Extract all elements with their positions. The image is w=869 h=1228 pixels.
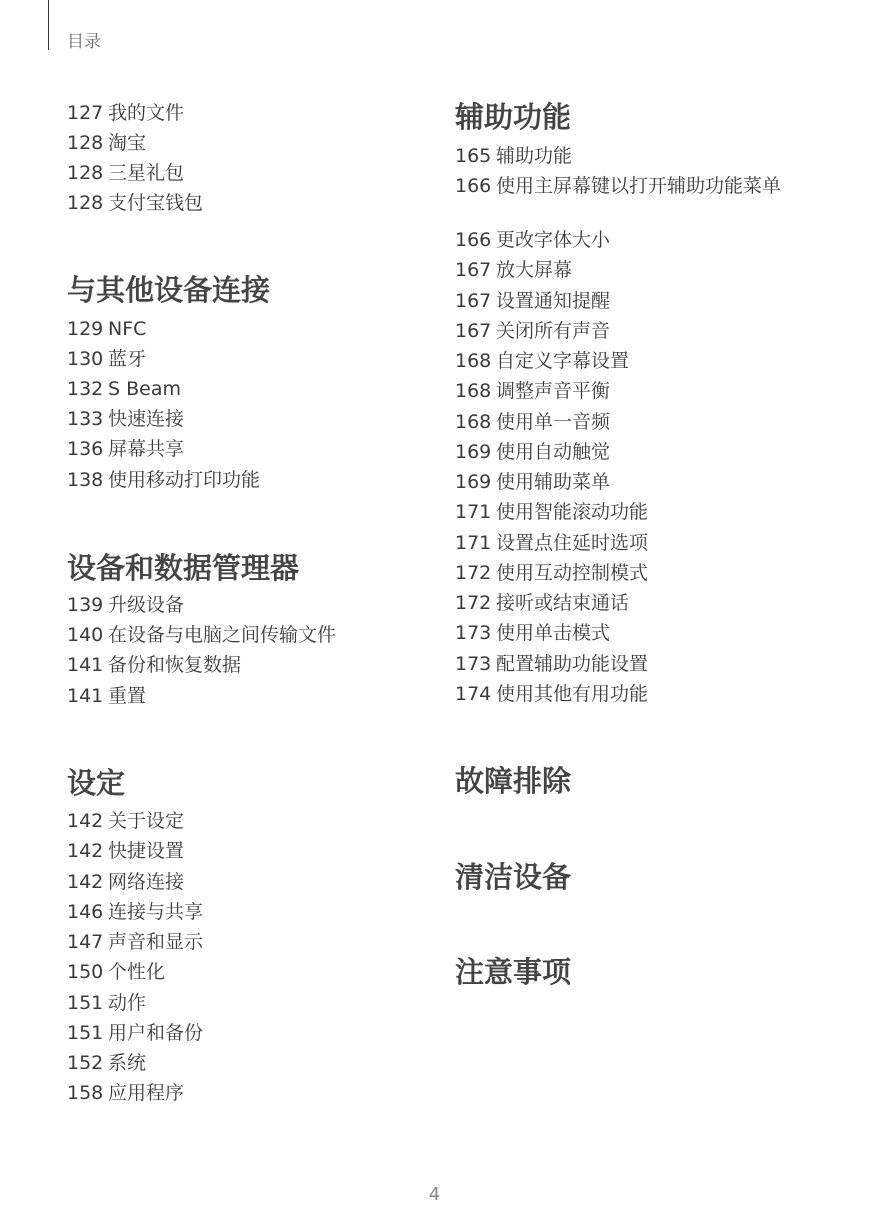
toc-entry[interactable]: [67, 960, 165, 984]
header-rule: [48, 0, 49, 50]
toc-page-number: 141: [67, 685, 104, 707]
toc-entry[interactable]: [455, 470, 610, 494]
toc-page-number: 172: [455, 562, 492, 584]
toc-page-number: 167: [455, 320, 492, 342]
toc-entry-title: 个性化: [108, 961, 166, 983]
toc-entry[interactable]: [455, 228, 610, 252]
toc-entry-title: 放大屏幕: [496, 259, 573, 281]
toc-entry[interactable]: [67, 191, 203, 215]
toc-entry[interactable]: [67, 347, 146, 371]
section-title[interactable]: 清洁设备: [455, 860, 572, 894]
toc-entry-title: 使用主屏幕键以打开辅助功能菜单: [496, 175, 782, 197]
toc-page-number: 142: [67, 840, 104, 862]
toc-entry[interactable]: [455, 258, 572, 282]
toc-entry-title: 声音和显示: [108, 931, 204, 953]
toc-entry[interactable]: [67, 684, 146, 708]
toc-page-number: 166: [455, 175, 492, 197]
toc-page-number: 132: [67, 378, 104, 400]
toc-entry[interactable]: [455, 289, 610, 313]
toc-entry[interactable]: [455, 379, 610, 403]
section-title[interactable]: 与其他设备连接: [67, 273, 271, 307]
toc-page-number: 140: [67, 624, 104, 646]
toc-entry-title: 应用程序: [108, 1082, 185, 1104]
toc-entry[interactable]: [455, 144, 572, 168]
section-title[interactable]: 设定: [67, 766, 126, 800]
toc-page-number: 147: [67, 931, 104, 953]
toc-page-number: 129: [67, 318, 104, 340]
toc-entry[interactable]: [455, 621, 610, 645]
toc-entry[interactable]: [455, 591, 629, 615]
toc-page-number: 146: [67, 901, 104, 923]
toc-entry-title: 淘宝: [108, 132, 147, 154]
toc-entry-title: 使用单击模式: [496, 622, 611, 644]
toc-page-number: 142: [67, 871, 104, 893]
toc-entry-title: 在设备与电脑之间传输文件: [108, 624, 337, 646]
toc-entry-title: 支付宝钱包: [108, 192, 204, 214]
toc-entry[interactable]: [67, 1021, 203, 1045]
toc-entry[interactable]: [67, 1081, 184, 1105]
toc-page-number: 171: [455, 501, 492, 523]
toc-entry[interactable]: [67, 653, 241, 677]
toc-entry-title: 蓝牙: [108, 348, 147, 370]
toc-page-number: 141: [67, 654, 104, 676]
toc-entry[interactable]: [67, 593, 184, 617]
toc-entry-title: 使用移动打印功能: [108, 469, 261, 491]
toc-entry[interactable]: [67, 839, 184, 863]
toc-entry-title: 我的文件: [108, 102, 185, 124]
toc-page-number: 166: [455, 229, 492, 251]
toc-entry[interactable]: [67, 161, 184, 185]
page-number: 4: [428, 1184, 441, 1205]
toc-page-number: 168: [455, 411, 492, 433]
toc-page-number: 172: [455, 592, 492, 614]
toc-entry[interactable]: [67, 900, 203, 924]
toc-entry[interactable]: [67, 468, 260, 492]
toc-page-number: 128: [67, 162, 104, 184]
toc-entry-title: 设置点住延时选项: [496, 532, 649, 554]
section-title[interactable]: 故障排除: [455, 764, 572, 798]
toc-entry-title: 使用智能滚动功能: [496, 501, 649, 523]
toc-entry-title: 自定义字幕设置: [496, 350, 630, 372]
toc-entry-title: 三星礼包: [108, 162, 185, 184]
toc-page-number: 171: [455, 532, 492, 554]
toc-entry[interactable]: [455, 652, 648, 676]
section-title[interactable]: 辅助功能: [455, 100, 572, 134]
toc-entry-title: 关闭所有声音: [496, 320, 611, 342]
toc-page-number: 165: [455, 145, 492, 167]
toc-entry-title: 使用辅助菜单: [496, 471, 611, 493]
toc-page-number: 150: [67, 961, 104, 983]
toc-page-number: 128: [67, 132, 104, 154]
toc-entry[interactable]: [455, 682, 648, 706]
toc-entry[interactable]: [455, 500, 648, 524]
toc-page-number: 169: [455, 471, 492, 493]
toc-entry[interactable]: [455, 561, 648, 585]
toc-entry[interactable]: [67, 437, 184, 461]
toc-entry-title: 使用互动控制模式: [496, 562, 649, 584]
header-label: 目录: [67, 32, 101, 52]
toc-page-number: 173: [455, 622, 492, 644]
toc-entry[interactable]: [67, 377, 181, 401]
toc-page-number: 168: [455, 350, 492, 372]
toc-page-number: 169: [455, 441, 492, 463]
toc-page-number: 133: [67, 408, 104, 430]
toc-entry-title: 使用自动触觉: [496, 441, 611, 463]
toc-entry[interactable]: [67, 407, 184, 431]
toc-entry-title: 使用其他有用功能: [496, 683, 649, 705]
toc-page-number: 142: [67, 810, 104, 832]
toc-entry-title: 备份和恢复数据: [108, 654, 242, 676]
toc-entry-title: 设置通知提醒: [496, 290, 611, 312]
toc-entry[interactable]: [67, 930, 203, 954]
toc-entry[interactable]: [455, 349, 629, 373]
section-title[interactable]: 注意事项: [455, 955, 572, 989]
toc-page-number: 152: [67, 1052, 104, 1074]
toc-entry-title: NFC: [108, 318, 147, 340]
toc-page-number: 136: [67, 438, 104, 460]
toc-entry-title: 系统: [108, 1052, 147, 1074]
toc-page-number: 158: [67, 1082, 104, 1104]
toc-page-number: 138: [67, 469, 104, 491]
toc-page-number: 174: [455, 683, 492, 705]
toc-entry[interactable]: [67, 317, 146, 341]
toc-page-number: 173: [455, 653, 492, 675]
toc-entry[interactable]: [67, 131, 146, 155]
toc-entry[interactable]: [455, 174, 785, 198]
toc-entry[interactable]: [67, 1051, 146, 1075]
toc-entry-title: 使用单一音频: [496, 411, 611, 433]
toc-entry-title: S Beam: [108, 378, 181, 400]
toc-page-number: 168: [455, 380, 492, 402]
toc-page-number: 130: [67, 348, 104, 370]
toc-entry-title: 调整声音平衡: [496, 380, 611, 402]
toc-page-number: 127: [67, 102, 104, 124]
toc-entry[interactable]: [67, 101, 184, 125]
toc-entry[interactable]: [67, 991, 146, 1015]
toc-entry-title: 配置辅助功能设置: [496, 653, 649, 675]
toc-entry[interactable]: [67, 809, 184, 833]
toc-entry-title: 动作: [108, 992, 147, 1014]
toc-entry-title: 快速连接: [108, 408, 185, 430]
toc-entry-title: 关于设定: [108, 810, 185, 832]
toc-entry-title: 辅助功能: [496, 145, 573, 167]
toc-entry-title: 重置: [108, 685, 147, 707]
toc-page-number: 151: [67, 992, 104, 1014]
section-title[interactable]: 设备和数据管理器: [67, 551, 300, 585]
toc-page-number: 167: [455, 259, 492, 281]
toc-page-number: 167: [455, 290, 492, 312]
toc-entry-title: 快捷设置: [108, 840, 185, 862]
toc-entry-title: 接听或结束通话: [496, 592, 630, 614]
toc-entry-title: 网络连接: [108, 871, 185, 893]
toc-entry[interactable]: [455, 531, 648, 555]
toc-entry[interactable]: [67, 870, 184, 894]
toc-page-number: 128: [67, 192, 104, 214]
toc-page-number: 151: [67, 1022, 104, 1044]
toc-entry-title: 升级设备: [108, 594, 185, 616]
toc-entry[interactable]: [455, 319, 610, 343]
toc-entry[interactable]: [455, 410, 610, 434]
toc-entry-title: 更改字体大小: [496, 229, 611, 251]
toc-entry-title: 屏幕共享: [108, 438, 185, 460]
toc-entry[interactable]: [455, 440, 610, 464]
toc-page-number: 139: [67, 594, 104, 616]
toc-entry[interactable]: [67, 623, 336, 647]
toc-entry-title: 用户和备份: [108, 1022, 204, 1044]
toc-entry-title: 连接与共享: [108, 901, 204, 923]
